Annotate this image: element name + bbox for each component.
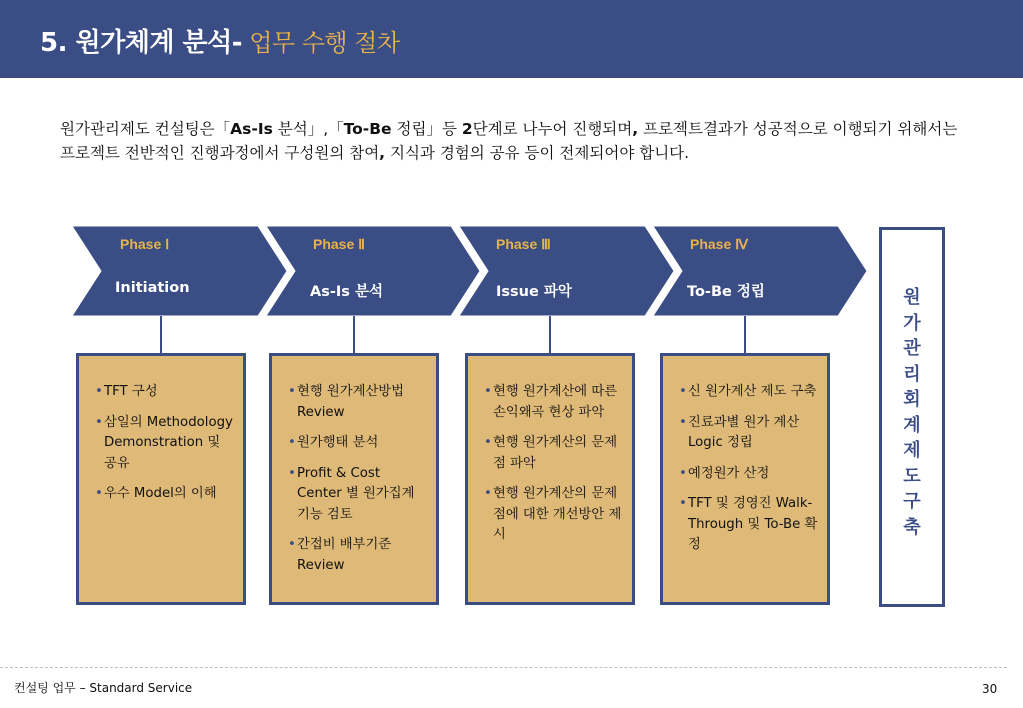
task-item: • 우수 Model의 이해 (95, 484, 235, 505)
task-item: • 신 원가계산 제도 구축 (679, 382, 819, 403)
task-item: • 현행 원가계산에 따른 손익왜곡 현상 파악 (484, 382, 624, 423)
phase-4-name: To-Be 정립 (687, 284, 765, 300)
phase-3-task-list (468, 356, 632, 546)
page-number: 30 (982, 682, 998, 696)
phase-2-name: As-Is 분석 (310, 284, 383, 300)
intro-two: 2 (461, 120, 473, 138)
footer-divider (0, 667, 1007, 668)
phase-3-label: Phase Ⅲ (496, 236, 551, 252)
phase-1-task-list (79, 356, 243, 505)
phase-1-name: Initiation (115, 280, 190, 296)
phase-3-arrow (459, 226, 674, 316)
phase-2-task-list (272, 356, 436, 576)
task-item: • 진료과별 원가 계산 Logic 정립 (679, 413, 819, 454)
title-subtitle: 업무 수행 절차 (242, 29, 400, 57)
title-main: 5. 원가체계 분석- (40, 28, 243, 58)
footer-section-label: 컨설팅 업무 – Standard Service (14, 681, 193, 695)
task-item: • 원가행태 분석 (288, 433, 428, 454)
intro-text-4: 단계로 나누어 진행되며 (472, 120, 633, 138)
task-item: • 간접비 배부기준 Review (288, 535, 428, 576)
intro-comma-1: , (632, 120, 639, 138)
phase-4-connector (744, 316, 746, 353)
task-item: • 현행 원가계산방법 Review (288, 382, 428, 423)
intro-text-1: 원가관리제도 컨설팅은「 (60, 120, 231, 138)
phase-3-name: Issue 파악 (496, 284, 572, 300)
task-item: • 예정원가 산정 (679, 464, 819, 485)
phase-4-task-list (663, 356, 827, 556)
phase-1-connector (160, 316, 162, 353)
intro-text-2: 분석」,「 (272, 120, 344, 138)
phase-1-task-box (76, 353, 246, 605)
intro-to-be: To-Be (343, 120, 392, 138)
task-item: • 현행 원가계산의 문제점 파악 (484, 433, 624, 474)
task-item: • TFT 및 경영진 Walk-Through 및 To-Be 확정 (679, 494, 819, 556)
phase-2-arrow (266, 226, 480, 316)
intro-comma-2: , (379, 144, 386, 162)
phase-2-label: Phase Ⅱ (313, 236, 366, 252)
task-item: • 현행 원가계산의 문제점에 대한 개선방안 제시 (484, 484, 624, 546)
phase-2-task-box (269, 353, 439, 605)
phase-3-connector (549, 316, 551, 353)
phase-1-arrow (72, 226, 287, 316)
phase-2-connector (353, 316, 355, 353)
task-item: • 삼일의 Methodology Demonstration 및 공유 (95, 413, 235, 475)
system-build-label: 원 가 관 리 회 계 제 도 구 축 (903, 287, 921, 538)
phase-4-task-box (660, 353, 830, 605)
intro-as-is: As-Is (230, 120, 273, 138)
task-item: • Profit & Cost Center 별 원가집계 기능 검토 (288, 464, 428, 526)
phase-4-arrow (653, 226, 867, 316)
system-build-box (879, 227, 945, 607)
phase-4-label: Phase Ⅳ (690, 236, 749, 252)
intro-text-5: 프로젝트결과가 성공적으로 이행되기 위해서는 프로젝트 전반적인 진행과정에서 구성원의 참여 (60, 120, 958, 162)
task-item: • TFT 구성 (95, 382, 235, 403)
phase-1-label: Phase Ⅰ (120, 236, 170, 252)
intro-text-6: 지식과 경험의 공유 등이 전제되어야 합니다. (385, 144, 690, 162)
intro-text-3: 정립」등 (391, 120, 462, 138)
phase-3-task-box (465, 353, 635, 605)
